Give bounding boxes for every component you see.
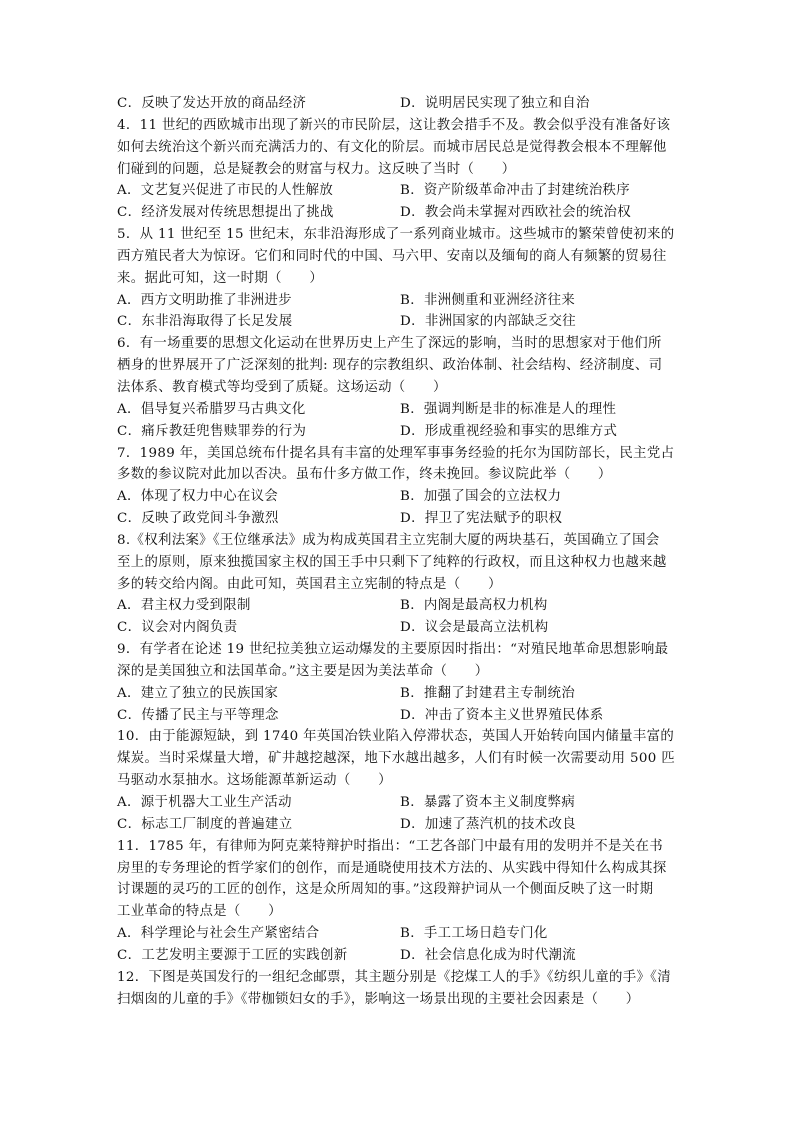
text-line: 5．从 11 世纪至 15 世纪末，东非沿海形成了一系列商业城市。这些城市的繁荣曾使初来的 <box>117 227 675 243</box>
options-row <box>117 814 677 836</box>
options-row <box>117 792 677 814</box>
answer-option: D．捍卫了宪法赋予的职权 <box>400 511 563 527</box>
answer-option: B．强调判断是非的标准是人的理性 <box>400 401 617 417</box>
options-row <box>117 683 677 705</box>
answer-option: C．经济发展对传统思想提出了挑战 <box>117 205 334 221</box>
text-line: 工业革命的特点是（ ） <box>117 904 282 920</box>
options-row <box>117 705 677 727</box>
text-line: 西方殖民者大为惊讶。它们和同时代的中国、马六甲、安南以及缅甸的商人有频繁的贸易往 <box>117 248 667 264</box>
text-line: 9．有学者在论述 19 世纪拉美独立运动爆发的主要原因时指出：“对殖民地革命思想影响最 <box>117 642 669 658</box>
answer-option: C．痛斥教廷兜售赎罪券的行为 <box>117 423 307 439</box>
options-row <box>117 290 677 312</box>
options-row <box>117 617 677 639</box>
options-row <box>117 180 677 202</box>
answer-option: D．冲击了资本主义世界殖民体系 <box>400 707 604 723</box>
text-line: 法体系、教育模式等均受到了质疑。这场运动（ ） <box>117 379 447 395</box>
text-line: 10．由于能源短缺，到 1740 年英国冶铁业陷入停滞状态，英国人开始转向国内储量丰富的 <box>117 729 675 745</box>
text-line: 4．11 世纪的西欧城市出现了新兴的市民阶层，这让教会措手不及。教会似乎没有准备好该 <box>117 117 671 133</box>
text-line: 马驱动水泵抽水。这场能源革新运动（ ） <box>117 773 392 789</box>
answer-option: D．形成重视经验和事实的思维方式 <box>400 423 618 439</box>
text-line: 栖身的世界展开了广泛深刻的批判: 现存的宗教组织、政治体制、社会结构、经济制度、司 <box>117 358 663 374</box>
answer-option: C．反映了政党间斗争激烈 <box>117 511 279 527</box>
answer-option: A．西方文明助推了非洲进步 <box>117 292 292 308</box>
options-row <box>117 399 677 421</box>
text-line: 至上的原则，原来独揽国家主权的国王手中只剩下了纯粹的行政权，而且这种权力也越来越 <box>117 554 667 570</box>
options-row <box>117 595 677 617</box>
answer-option: D．社会信息化成为时代潮流 <box>400 947 576 963</box>
options-row <box>117 923 677 945</box>
answer-option: C．反映了发达开放的商品经济 <box>117 96 307 111</box>
text-line: 多数的参议院对此加以否决。虽布什多方做工作，终未挽回。参议院此举（ ） <box>117 467 612 483</box>
text-line: 8.《权利法案》《王位继承法》成为构成英国君主立宪制大厦的两块基石，英国确立了国会 <box>117 532 660 548</box>
text-line: 12．下图是英国发行的一组纪念邮票，其主题分别是《挖煤工人的手》《纺织儿童的手》《清 <box>117 969 671 985</box>
answer-option: D．说明居民实现了独立和自治 <box>400 96 590 111</box>
answer-option: C．议会对内阁负责 <box>117 620 238 636</box>
text-line: 如何去统治这个新兴而充满活力的、有文化的阶层。而城市居民总是觉得教会根本不理解他 <box>117 139 667 155</box>
text-line: 房里的专务理论的哲学家们的创作，而是通晓使用技术方法的、从实践中得知什么构成其探 <box>117 860 667 876</box>
answer-option: D．非洲国家的内部缺乏交往 <box>400 314 576 330</box>
text-line: 来。据此可知，这一时期（ ） <box>117 270 324 286</box>
answer-option: A．体现了权力中心在议会 <box>117 489 279 505</box>
answer-option: C．东非沿海取得了长足发展 <box>117 314 293 330</box>
answer-option: C．传播了民主与平等理念 <box>117 707 279 723</box>
answer-option: B．暴露了资本主义制度弊病 <box>400 795 576 810</box>
options-row <box>117 93 677 115</box>
options-row <box>117 202 677 224</box>
options-row <box>117 311 677 333</box>
answer-option: A．倡导复兴希腊罗马古典文化 <box>117 401 306 417</box>
text-line: 11．1785 年，有律师为阿克莱特辩护时指出：“工艺各部门中最有用的发明并不是关在书 <box>117 838 663 854</box>
answer-option: B．内阁是最高权力机构 <box>400 598 548 614</box>
text-line: 们碰到的问题，总是疑教会的财富与权力。这反映了当时（ ） <box>117 161 516 177</box>
answer-option: A．建立了独立的民族国家 <box>117 685 279 701</box>
answer-option: D．教会尚未掌握对西欧社会的统治权 <box>400 205 631 221</box>
answer-option: A．源于机器大工业生产活动 <box>117 795 292 810</box>
text-line: 7．1989 年，美国总统布什提名具有丰富的处理军事事务经验的托尔为国防部长，民主党占 <box>117 445 675 461</box>
answer-option: A．科学理论与社会生产紧密结合 <box>117 926 320 942</box>
answer-option: D．议会是最高立法机构 <box>400 620 549 636</box>
answer-option: D．加速了蒸汽机的技术改良 <box>400 816 576 832</box>
text-line: 讨课题的灵巧的工匠的创作，这是众所周知的事。”这段辩护词从一个侧面反映了这一时期 <box>117 882 654 898</box>
answer-option: A．君主权力受到限制 <box>117 598 251 614</box>
options-row <box>117 508 677 530</box>
answer-option: B．加强了国会的立法权力 <box>400 489 562 505</box>
answer-option: C．工艺发明主要源于工匠的实践创新 <box>117 947 348 963</box>
answer-option: C．标志工厂制度的普遍建立 <box>117 816 293 832</box>
answer-option: B．资产阶级革命冲击了封建统治秩序 <box>400 183 631 199</box>
text-line: 扫烟囱的儿童的手》《带枷锁妇女的手》，影响这一场景出现的主要社会因素是（ ） <box>117 991 640 1007</box>
answer-option: B．非洲侧重和亚洲经济往来 <box>400 292 576 308</box>
options-row <box>117 486 677 508</box>
answer-option: A．文艺复兴促进了市民的人性解放 <box>117 183 334 199</box>
exam-page <box>117 93 677 1010</box>
answer-option: B．手工工场日趋专门化 <box>400 926 548 942</box>
text-line: 6．有一场重要的思想文化运动在世界历史上产生了深远的影响，当时的思想家对于他们所 <box>117 336 662 352</box>
options-row <box>117 421 677 443</box>
text-line: 煤炭。当时采煤量大增，矿井越挖越深，地下水越出越多，人们有时候一次需要动用 500 匹 <box>117 751 675 767</box>
answer-option: B．推翻了封建君主专制统治 <box>400 685 576 701</box>
options-row <box>117 945 677 967</box>
text-line: 深的是美国独立和法国革命。”这主要是因为美法革命（ ） <box>117 663 489 679</box>
text-line: 多的转交给内阁。由此可知，英国君主立宪制的特点是（ ） <box>117 576 502 592</box>
